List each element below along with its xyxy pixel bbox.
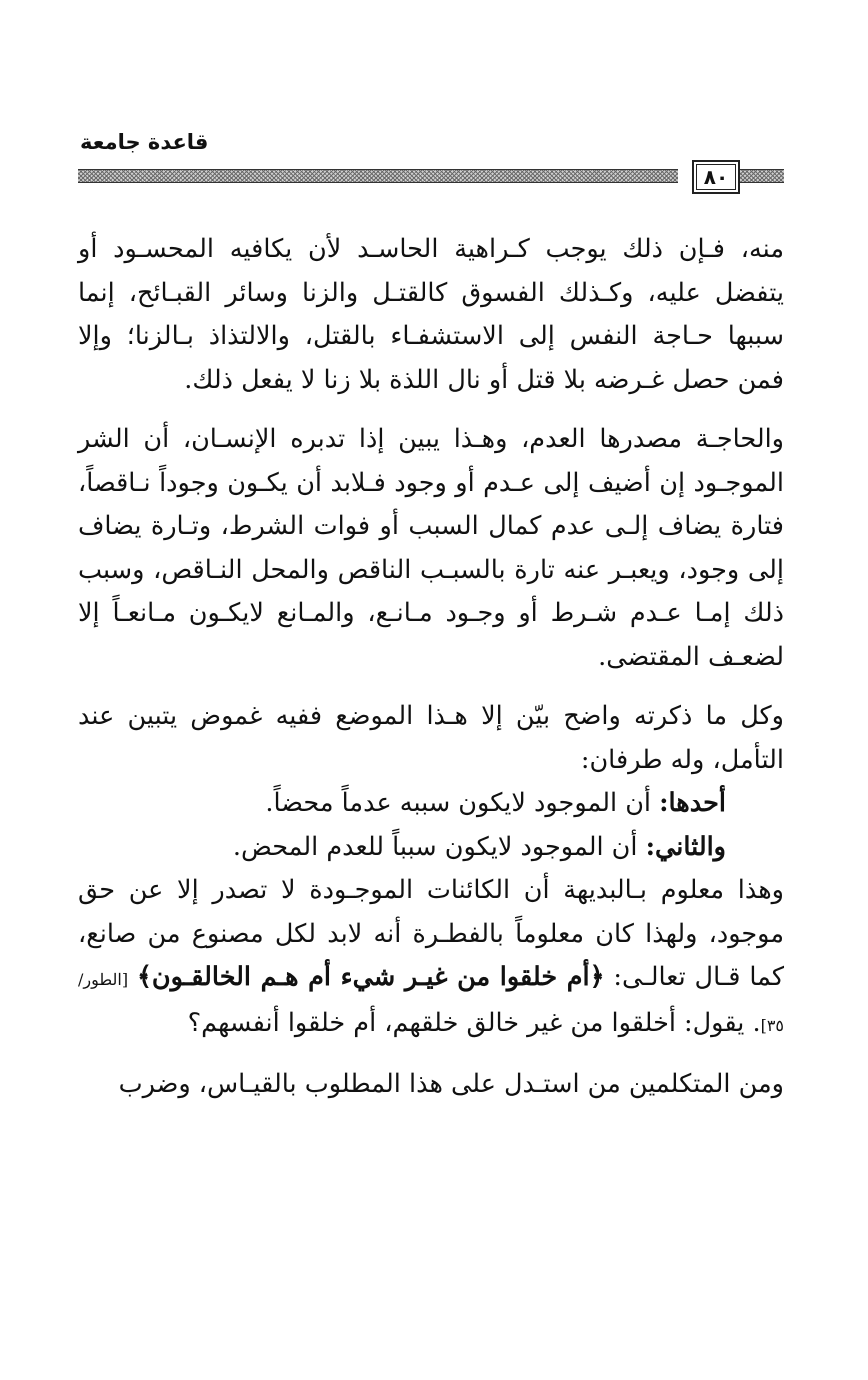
header-rule	[78, 160, 784, 194]
running-title: قاعدة جامعة	[80, 130, 209, 154]
page-number: ٨٠	[692, 160, 740, 194]
paragraph-3: وكل ما ذكرته واضح بيّن إلا هـذا الموضع ففيه غموض يتبين عند التأمل، وله طرفان:	[78, 701, 784, 775]
paragraph-5: ومن المتكلمين من استـدل على هذا المطلوب بالقيـاس، وضرب	[118, 1069, 784, 1099]
hatched-rule-left	[78, 169, 678, 183]
quran-quote: ﴿أم خلقوا من غيـر شيء أم هـم الخالقـون﴾	[136, 962, 605, 992]
list-item-text: أن الموجود لايكون سببه عدماً محضاً.	[265, 788, 660, 818]
list-item-1	[78, 782, 784, 826]
hatched-rule-right	[740, 169, 784, 183]
list-item-label: أحدها:	[659, 788, 726, 818]
paragraph-4-lead: وهذا معلوم بـالبديهة أن الكائنات الموجـودة لا تصدر إلا عن حق موجود، ولهذا كان معلوماً بالفطـرة أنه لابد لكل مصنوع من صانع، كما قـال تعالـى:	[78, 875, 784, 992]
list-item-text: أن الموجود لايكون سبباً للعدم المحض.	[232, 831, 646, 862]
quote-reference: [الطور/ ٣٥]	[78, 970, 784, 1035]
paragraph-4	[78, 869, 784, 1047]
paragraph-1: منه، فـإن ذلك يوجب كـراهية الحاسـد لأن يكافيه المحسـود أو يتفضل عليه، وكـذلك الفسوق كالقتـل والزنا وسائر القبـائح، إنما سببها حـاجة النفس إلى الاستشفـاء بالقتل، والالتذاذ بـالزنا؛ وإلا فمن حصل غـرضه بلا قتل أو نال اللذة بلا زنا لا يفعل ذلك.	[78, 234, 784, 395]
paragraph-2: والحاجـة مصدرها العدم، وهـذا يبين إذا تدبره الإنسـان، أن الشر الموجـود إن أضيف إلى عـدم أو وجود فـلابد أن يكـون وجوداً نـاقصاً، فتارة يضاف إلـى عدم كمال السبب أو فوات الشرط، وتـارة يضاف إلى وجود، ويعبـر عنه تارة بالسبـب الناقص والمحل النـاقص، وسبب ذلك إمـا عـدم شـرط أو وجـود مـانـع، والمـانع لايكـون مـانعـاً إلا لضعـف المقتضى.	[78, 424, 784, 672]
list-item-2	[78, 826, 784, 870]
body-text	[78, 228, 784, 1107]
list-item-label: والثاني:	[645, 831, 726, 862]
paragraph-4-tail: . يقول: أخلقوا من غير خالق خلقهم، أم خلقوا أنفسهم؟	[187, 1007, 761, 1038]
